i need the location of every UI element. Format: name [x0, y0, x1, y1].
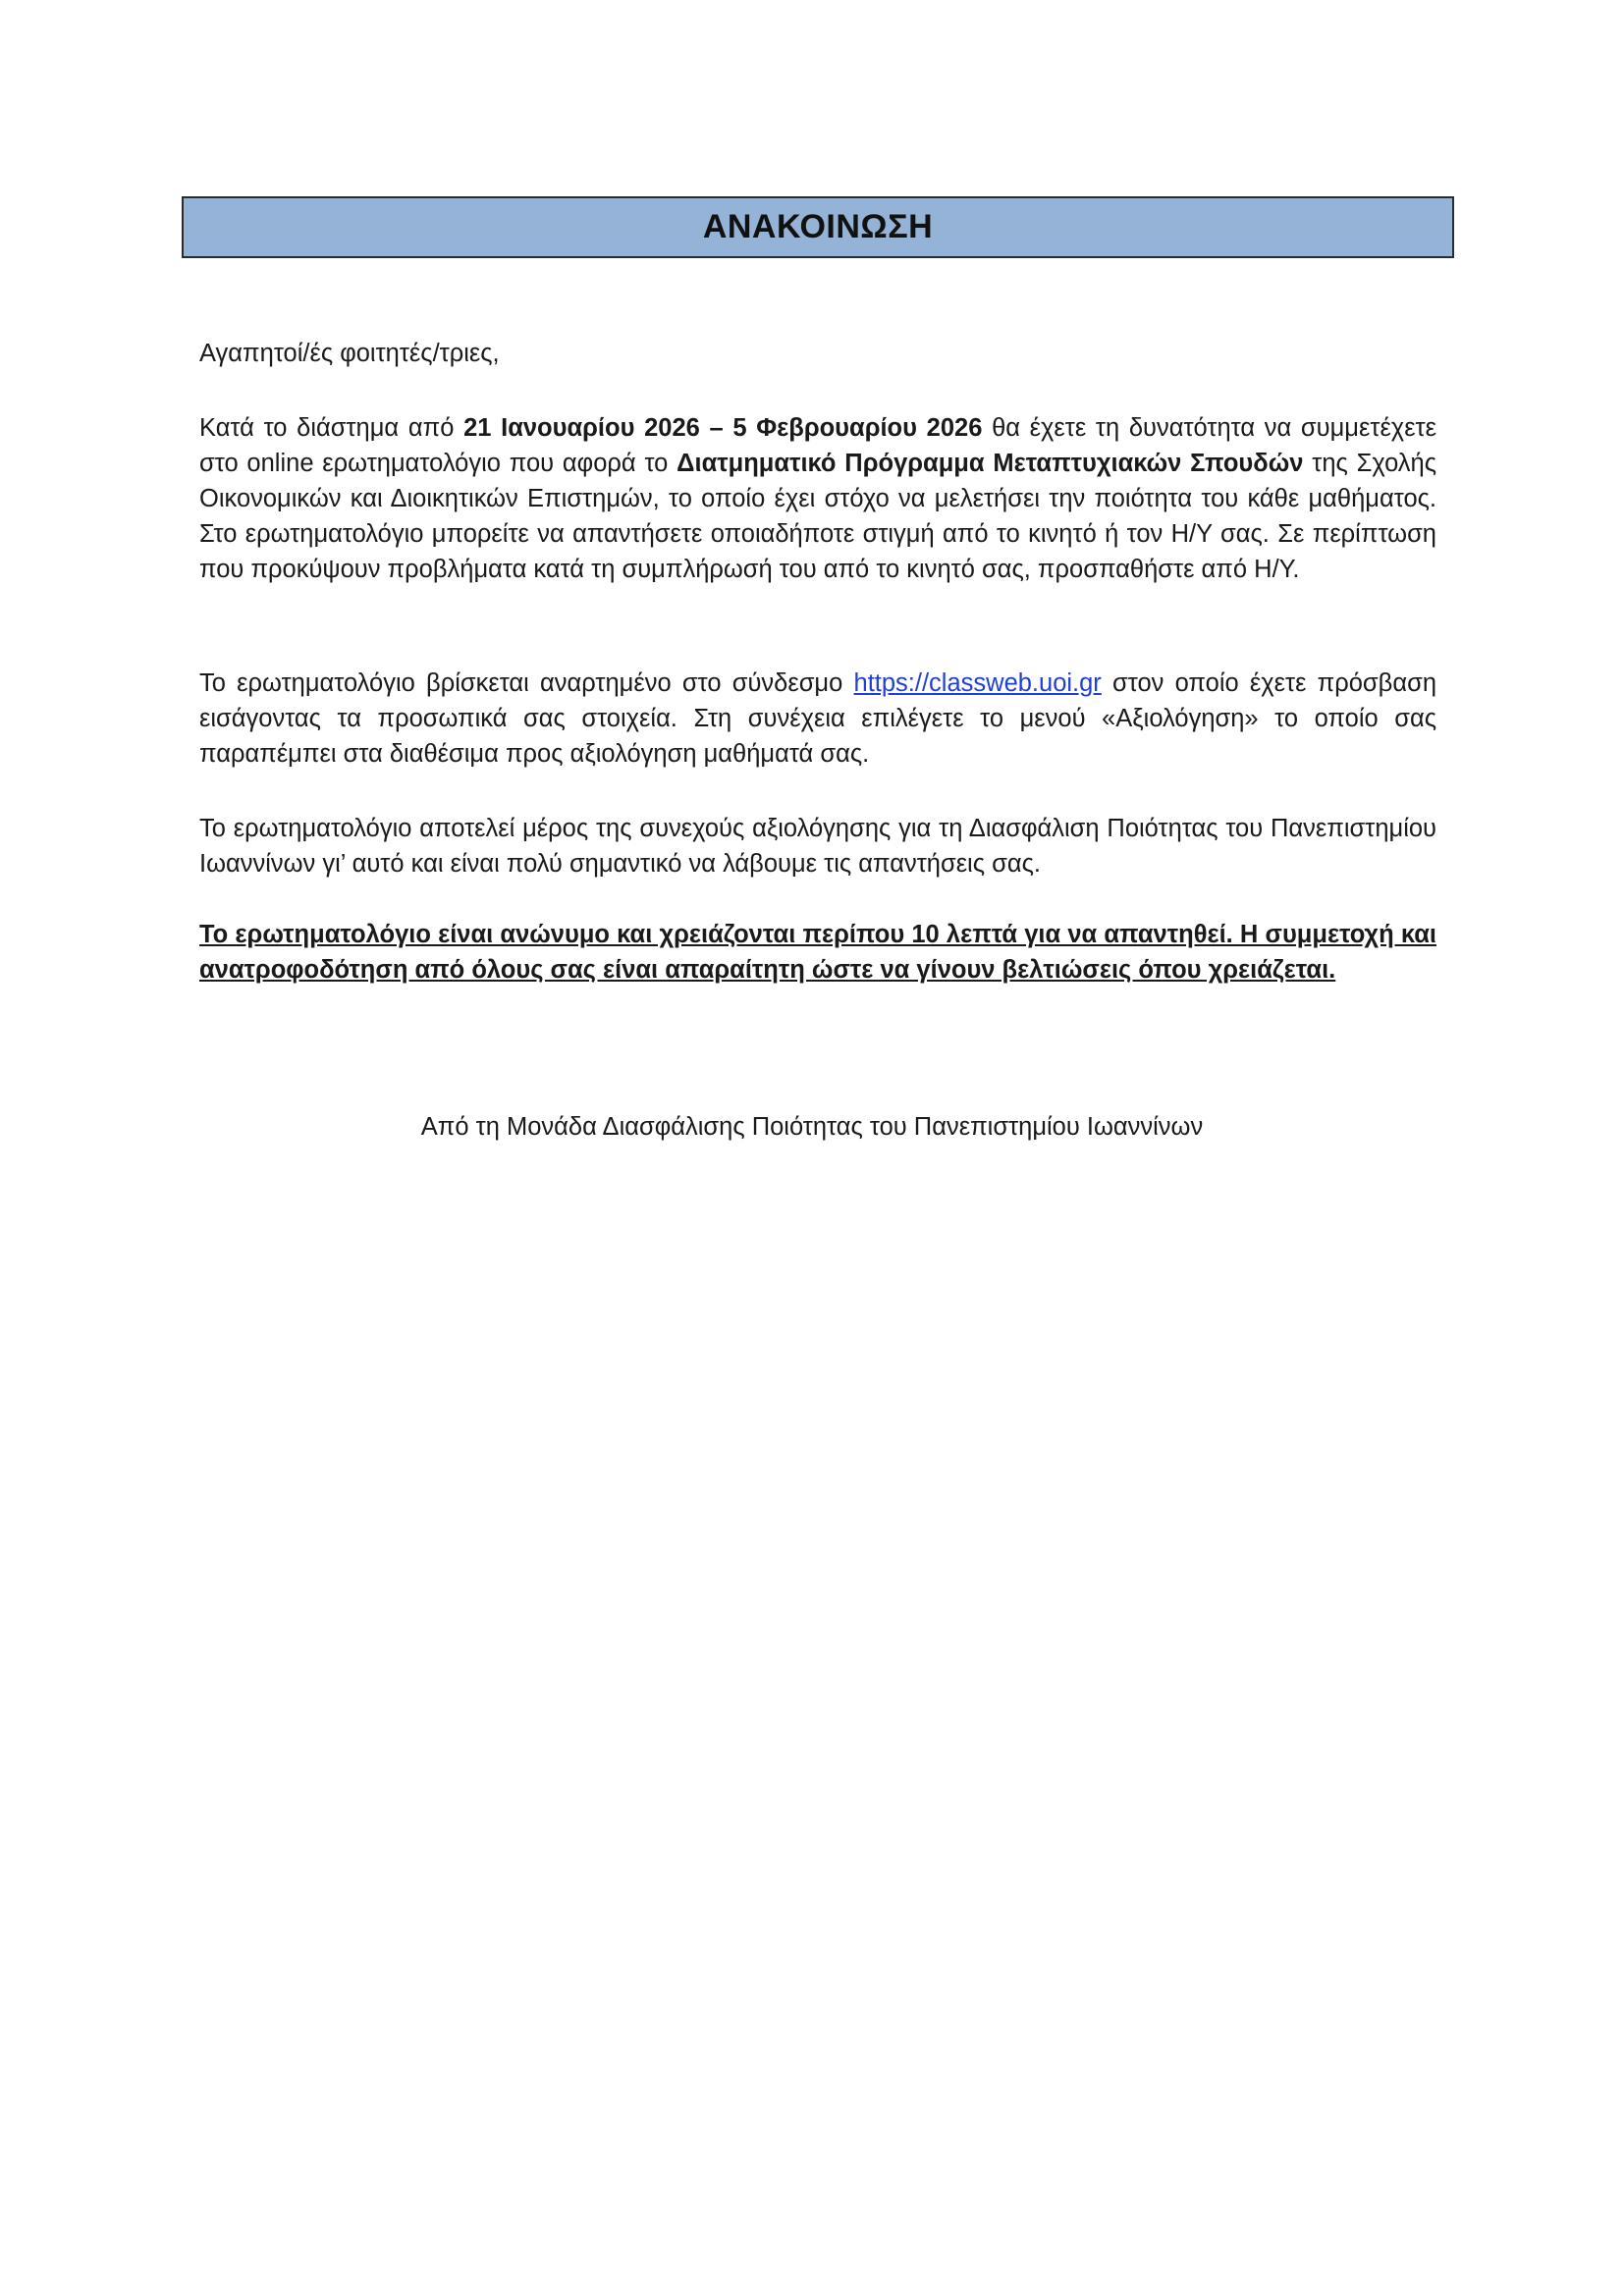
program-name: Διατμηματικό Πρόγραμμα Μεταπτυχιακών Σπουδών	[677, 450, 1304, 477]
paragraph-quality: Το ερωτηματολόγιο αποτελεί μέρος της συνεχούς αξιολόγησης για τη Διασφάλιση Ποιότητας του Πανεπιστημίου Ιωαννίνων γι’ αυτό και είναι πολύ σημαντικό να λάβουμε τις απαντήσεις σας.	[199, 815, 1436, 878]
paragraph-anonymous-notice: Το ερωτηματολόγιο είναι ανώνυμο και χρειάζονται περίπου 10 λεπτά για να απαντηθεί. Η συμμετοχή και ανατροφοδότηση από όλους σας είναι απαραίτητη ώστε να γίνουν βελτιώσεις όπου χρειάζεται.	[199, 921, 1436, 984]
paragraph-link	[199, 666, 1436, 772]
paragraph-text: Το ερωτηματολόγιο βρίσκεται αναρτημένο στο σύνδεσμο	[199, 669, 854, 697]
announcement-title-box	[182, 196, 1454, 258]
paragraph-text: στον οποίο έχετε πρόσβαση εισάγοντας τα προσωπικά σας στοιχεία. Στη συνέχεια επιλέγετε το μενού «Αξιολόγηση» το οποίο σας παραπέμπει στα διαθέσιμα προς αξιολόγηση μαθήματά σας.	[199, 669, 1436, 768]
signature: Από τη Μονάδα Διασφάλισης Ποιότητας του Πανεπιστημίου Ιωαννίνων	[420, 1113, 1204, 1141]
paragraph-dates	[199, 410, 1436, 587]
paragraph-text: Κατά το διάστημα από	[199, 414, 464, 442]
greeting: Αγαπητοί/ές φοιτητές/τριες,	[199, 340, 500, 367]
announcement-title: ΑΝΑΚΟΙΝΩΣΗ	[702, 208, 934, 245]
date-range: 21 Ιανουαρίου 2026 – 5 Φεβρουαρίου 2026	[463, 414, 983, 442]
paragraph-text: θα έχετε τη δυνατότητα να συμμετέχετε στο online ερωτηματολόγιο που αφορά το	[199, 414, 1436, 477]
paragraph-text: της Σχολής Οικονομικών και Διοικητικών Επιστημών, το οποίο έχει στόχο να μελετήσει την ποιότητα του κάθε μαθήματος. Στο ερωτηματολόγιο μπορείτε να απαντήσετε οποιαδήποτε στιγμή από το κινητό ή τον Η/Υ σας. Σε περίπτωση που προκύψουν προβλήματα κατά τη συμπλήρωσή του από το κινητό σας, προσπαθήστε από Η/Υ.	[199, 450, 1436, 583]
classweb-link[interactable]: https://classweb.uoi.gr	[853, 669, 1102, 697]
